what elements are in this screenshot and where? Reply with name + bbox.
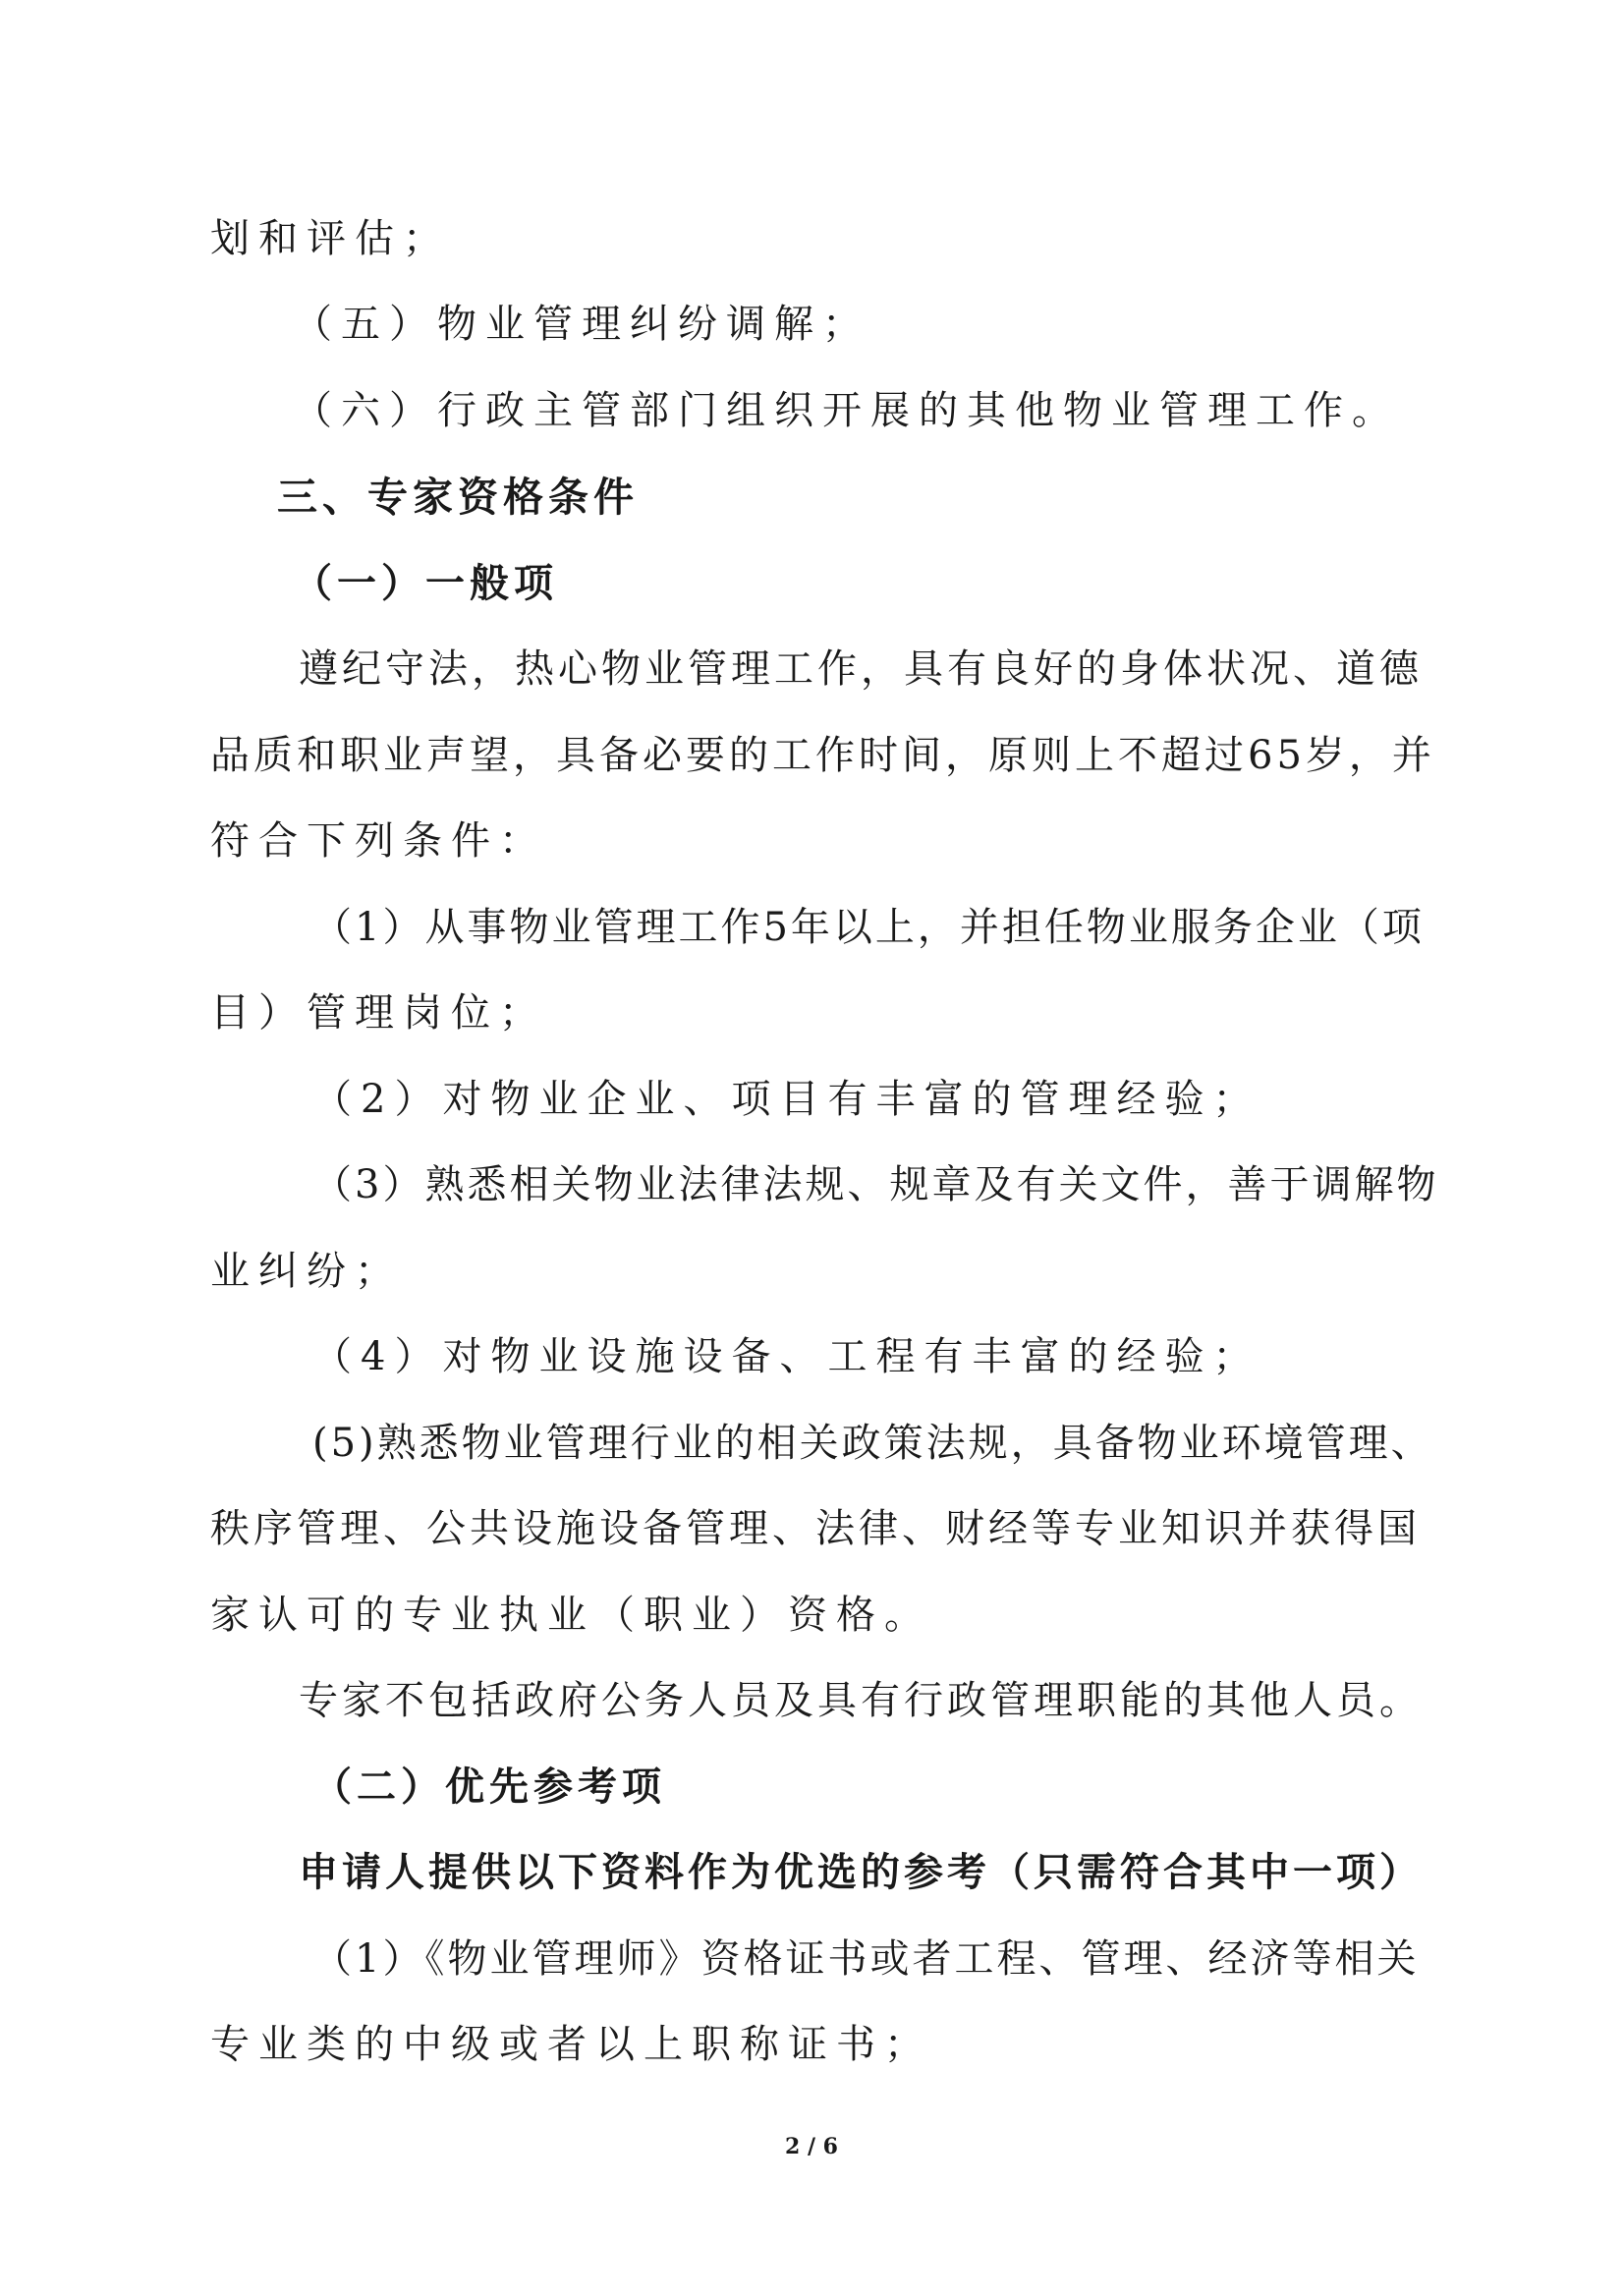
text-line: 家认可的专业执业（职业）资格。 xyxy=(210,1593,932,1638)
text-line: 遵纪守法，热心物业管理工作，具有良好的身体状况、道德 xyxy=(299,646,1423,692)
bold-paragraph: 申请人提供以下资料作为优选的参考（只需符合其中一项） xyxy=(299,1850,1423,1895)
text-line: （3）熟悉相关物业法律法规、规章及有关文件，善于调解物 xyxy=(312,1162,1439,1207)
text-line: （1）从事物业管理工作5年以上，并担任物业服务企业（项 xyxy=(312,905,1425,950)
subsection-heading: （一）一般项 xyxy=(293,561,558,606)
page-number: 2 / 6 xyxy=(785,2134,838,2159)
text-line: 专家不包括政府公务人员及具有行政管理职能的其他人员。 xyxy=(299,1678,1423,1723)
section-heading: 三、专家资格条件 xyxy=(277,474,639,521)
text-line: （4）对物业设施设备、工程有丰富的经验； xyxy=(312,1334,1261,1379)
subsection-heading: （二）优先参考项 xyxy=(312,1764,666,1810)
text-line: 专业类的中级或者以上职称证书； xyxy=(210,2022,932,2067)
text-line: 业纠纷； xyxy=(210,1249,403,1294)
text-line: 品质和职业声望，具备必要的工作时间，原则上不超过65岁，并 xyxy=(210,733,1435,778)
text-line: 秩序管理、公共设施设备管理、法律、财经等专业知识并获得国 xyxy=(210,1506,1421,1551)
text-line: （五）物业管理纠纷调解； xyxy=(293,302,870,347)
text-line: 划和评估； xyxy=(210,216,451,261)
text-line: （2）对物业企业、项目有丰富的管理经验； xyxy=(312,1077,1261,1122)
text-line: 符合下列条件： xyxy=(210,818,547,864)
text-line: （六）行政主管部门组织开展的其他物业管理工作。 xyxy=(293,388,1400,433)
text-line: （1）《物业管理师》资格证书或者工程、管理、经济等相关 xyxy=(312,1936,1420,1982)
text-line: (5)熟悉物业管理行业的相关政策法规，具备物业环境管理、 xyxy=(312,1421,1433,1466)
text-line: 目）管理岗位； xyxy=(210,990,547,1036)
